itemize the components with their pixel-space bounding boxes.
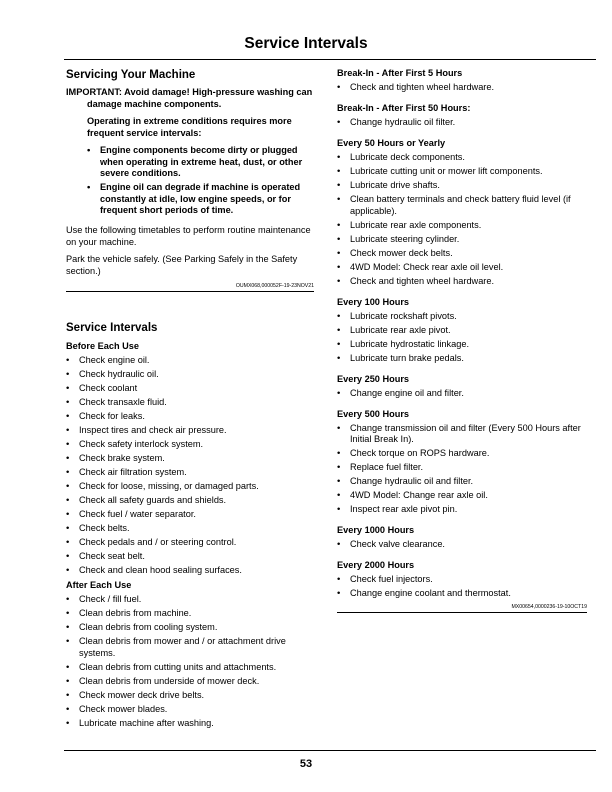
- extreme-conditions-intro: Operating in extreme conditions requires more frequent service intervals:: [87, 116, 292, 138]
- list-item: • Check pedals and / or steering control.: [66, 537, 314, 549]
- park-safely-text: Park the vehicle safely. (See Parking Safely in the Safety section.): [66, 254, 298, 276]
- list-item: • Clean debris from cutting units and attachments.: [66, 662, 314, 674]
- after-each-use-heading: After Each Use: [66, 580, 132, 590]
- list-item: • Clean debris from underside of mower deck.: [66, 676, 314, 688]
- list-item: • Clean battery terminals and check battery fluid level (if applicable).: [337, 194, 587, 217]
- list-item: • Change engine oil and filter.: [337, 388, 587, 400]
- interval-heading: Every 1000 Hours: [337, 525, 415, 535]
- left-column: [66, 67, 314, 732]
- title-rule: [64, 59, 596, 60]
- list-item: • Check engine oil.: [66, 355, 314, 367]
- list-item: • Check mower blades.: [66, 704, 314, 716]
- list-item: • Check seat belt.: [66, 551, 314, 563]
- list-item: • Lubricate drive shafts.: [337, 180, 587, 192]
- list-item: • 4WD Model: Change rear axle oil.: [337, 490, 587, 502]
- interval-group-50-hours: [337, 137, 587, 287]
- list-item: • Change transmission oil and filter (Every 500 Hours after Initial Break In).: [337, 423, 587, 446]
- interval-group-2000-hours: [337, 559, 587, 600]
- before-each-use-heading: Before Each Use: [66, 341, 140, 351]
- interval-group-100-hours: [337, 296, 587, 365]
- list-item: • Change hydraulic oil filter.: [337, 117, 587, 129]
- interval-list: [337, 117, 587, 129]
- interval-list: [337, 423, 587, 516]
- list-item: • Check and tighten wheel hardware.: [337, 276, 587, 288]
- list-item: • Clean debris from machine.: [66, 608, 314, 620]
- list-item: • Lubricate steering cylinder.: [337, 234, 587, 246]
- list-item: • Engine components become dirty or plugged when operating in extreme heat, dust, or other severe conditions.: [87, 145, 314, 180]
- list-item: • Check for leaks.: [66, 411, 314, 423]
- interval-heading: Every 50 Hours or Yearly: [337, 138, 446, 148]
- list-item: • Check hydraulic oil.: [66, 369, 314, 381]
- list-item: • Change hydraulic oil and filter.: [337, 476, 587, 488]
- list-item: • Check fuel / water separator.: [66, 509, 314, 521]
- list-item: • Check mower deck drive belts.: [66, 690, 314, 702]
- list-item: • Check for loose, missing, or damaged parts.: [66, 481, 314, 493]
- interval-list: [337, 574, 587, 600]
- list-item: • Lubricate machine after washing.: [66, 718, 314, 730]
- interval-list: [337, 152, 587, 287]
- right-column: [337, 67, 587, 613]
- interval-group-250-hours: [337, 373, 587, 400]
- extreme-conditions-list: [66, 145, 314, 217]
- list-item: • Check mower deck belts.: [337, 248, 587, 260]
- list-item: • Check air filtration system.: [66, 467, 314, 479]
- list-item: • Check brake system.: [66, 453, 314, 465]
- list-item: • Lubricate deck components.: [337, 152, 587, 164]
- servicing-heading: Servicing Your Machine: [66, 69, 196, 81]
- list-item: • Lubricate cutting unit or mower lift components.: [337, 166, 587, 178]
- list-item: • Replace fuel filter.: [337, 462, 587, 474]
- before-each-use-list: [66, 355, 314, 577]
- interval-heading: Break-In - After First 5 Hours: [337, 68, 463, 78]
- timetables-text: Use the following timetables to perform routine maintenance on your machine.: [66, 225, 311, 247]
- interval-group-break-in-5: [337, 67, 587, 94]
- list-item: • Lubricate rear axle pivot.: [337, 325, 587, 337]
- service-intervals-heading: Service Intervals: [66, 322, 158, 334]
- list-item: • Inspect rear axle pivot pin.: [337, 504, 587, 516]
- interval-heading: Every 2000 Hours: [337, 560, 415, 570]
- list-item: • Check and clean hood sealing surfaces.: [66, 565, 314, 577]
- interval-group-1000-hours: [337, 524, 587, 551]
- interval-heading: Every 250 Hours: [337, 373, 410, 384]
- list-item: • Check fuel injectors.: [337, 574, 587, 586]
- list-item: • Change engine coolant and thermostat.: [337, 588, 587, 600]
- list-item: • Engine oil can degrade if machine is operated constantly at idle, low engine speeds, or for frequent short periods of time.: [87, 182, 314, 217]
- page-title: Service Intervals: [244, 35, 368, 52]
- interval-heading: Break-In - After First 50 Hours:: [337, 103, 471, 113]
- document-reference: MX00654,0000236-19-10OCT19: [511, 603, 587, 610]
- list-item: • Clean debris from mower and / or attachment drive systems.: [66, 636, 314, 659]
- list-item: • Check belts.: [66, 523, 314, 535]
- page-number: 53: [299, 758, 313, 770]
- list-item: • Inspect tires and check air pressure.: [66, 425, 314, 437]
- interval-list: [337, 82, 587, 94]
- list-item: • Check all safety guards and shields.: [66, 495, 314, 507]
- list-item: • Check transaxle fluid.: [66, 397, 314, 409]
- document-reference: OUMX068,000052F-19-23NOV21: [235, 283, 314, 289]
- list-item: • Check coolant: [66, 383, 314, 395]
- important-notice: IMPORTANT: Avoid damage! High-pressure washing can damage machine components.: [66, 87, 313, 109]
- interval-group-break-in-50: [337, 102, 587, 129]
- interval-heading: Every 500 Hours: [337, 408, 410, 419]
- list-item: • Lubricate rear axle components.: [337, 220, 587, 232]
- list-item: • Lubricate hydrostatic linkage.: [337, 339, 587, 351]
- list-item: • Check torque on ROPS hardware.: [337, 448, 587, 460]
- list-item: • Check safety interlock system.: [66, 439, 314, 451]
- after-each-use-list: [66, 594, 314, 729]
- interval-heading: Every 100 Hours: [337, 296, 410, 307]
- interval-list: [337, 388, 587, 400]
- interval-list: [337, 539, 587, 551]
- list-item: • 4WD Model: Check rear axle oil level.: [337, 262, 587, 274]
- interval-list: [337, 311, 587, 365]
- section-divider: [337, 612, 587, 613]
- list-item: • Clean debris from cooling system.: [66, 622, 314, 634]
- list-item: • Check valve clearance.: [337, 539, 587, 551]
- list-item: • Lubricate turn brake pedals.: [337, 353, 587, 365]
- list-item: • Check and tighten wheel hardware.: [337, 82, 587, 94]
- interval-group-500-hours: [337, 408, 587, 516]
- list-item: • Lubricate rockshaft pivots.: [337, 311, 587, 323]
- footer-rule: [64, 750, 596, 751]
- list-item: • Check / fill fuel.: [66, 594, 314, 606]
